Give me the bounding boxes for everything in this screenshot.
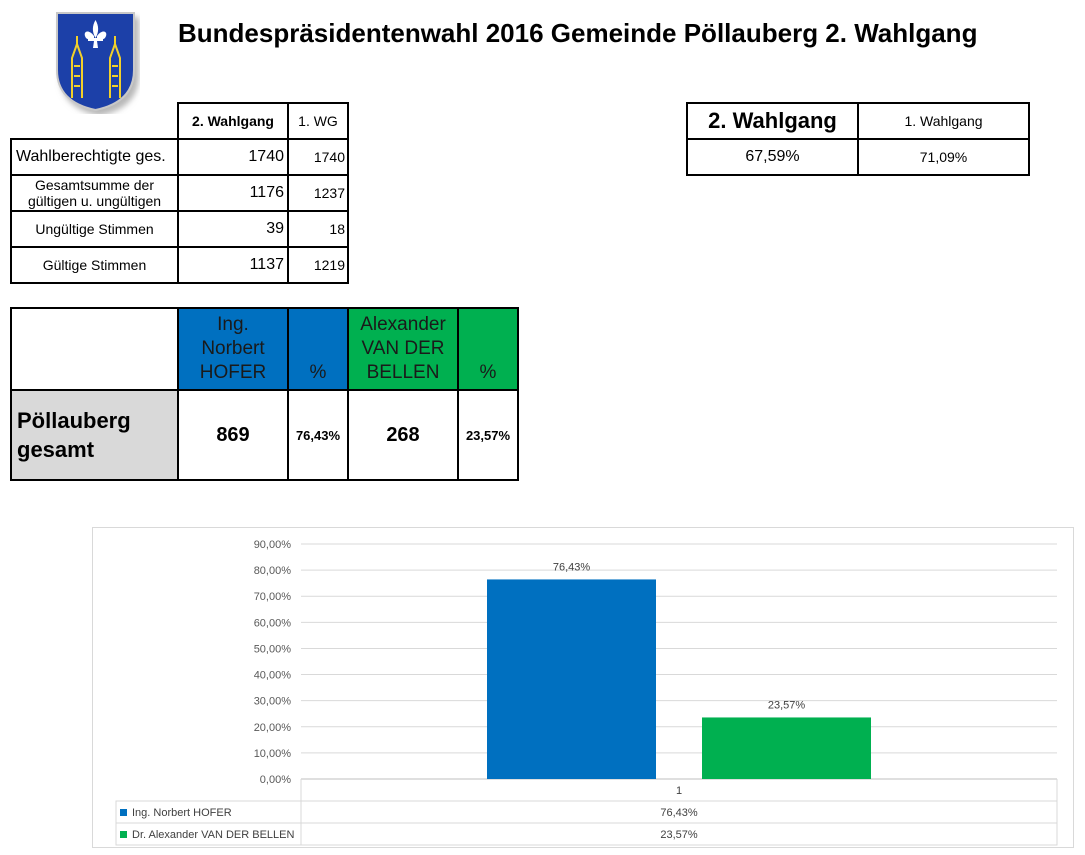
results-bar-chart [92,527,1074,848]
turnout-wg1-header: 1. Wahlgang [858,103,1029,139]
row-label: Ungültige Stimmen [11,211,178,247]
table-row [11,247,348,283]
value-wg2: 1740 [178,139,288,175]
x-category-label: 1 [675,785,683,797]
chart-svg [93,528,1075,849]
table-row [11,175,348,211]
candidate-hofer-header: Ing. Norbert HOFER [178,308,288,390]
row-label: Wahlberechtigte ges. [11,139,178,175]
turnout-wg2-value: 67,59% [687,139,858,175]
y-tick-label: 60,00% [253,617,291,630]
data-label: 76,43% [552,561,591,574]
bar-hofer [487,579,656,779]
votes-hofer: 869 [178,390,288,480]
y-tick-label: 90,00% [253,539,291,551]
y-tick-label: 50,00% [253,643,291,656]
value-wg2: 1137 [178,247,288,283]
table-row [11,211,348,247]
place-label: Pöllauberg gesamt [11,390,178,480]
table-row [11,139,348,175]
value-wg1: 1219 [288,247,348,283]
header-wg2: 2. Wahlgang [178,103,288,139]
pct-header-hofer: % [288,308,348,390]
pct-hofer: 76,43% [288,390,348,480]
y-tick-label: 70,00% [253,591,291,604]
y-tick-label: 40,00% [253,669,291,682]
candidate-vdb-header: Alexander VAN DER BELLEN [348,308,458,390]
value-wg1: 1237 [288,175,348,211]
votes-vdb: 268 [348,390,458,480]
row-label: Gültige Stimmen [11,247,178,283]
stats-table [10,102,349,284]
results-table [10,307,519,481]
municipality-crest-logo [54,10,140,114]
bar-vdb [702,717,871,779]
legend-entry: Ing. Norbert HOFER [132,807,232,819]
legend-entry: Dr. Alexander VAN DER BELLEN [132,829,295,841]
pct-vdb: 23,57% [458,390,518,480]
turnout-wg1-value: 71,09% [858,139,1029,175]
y-tick-label: 10,00% [253,747,291,760]
turnout-wg2-header: 2. Wahlgang [687,103,858,139]
data-label: 23,57% [767,699,806,712]
y-tick-label: 80,00% [253,565,291,578]
legend-swatch [120,831,127,838]
legend-swatch [120,809,127,816]
value-wg1: 1740 [288,139,348,175]
value-wg2: 39 [178,211,288,247]
legend-table-row [116,801,1057,823]
value-wg1: 18 [288,211,348,247]
turnout-table [686,102,1030,176]
y-tick-label: 30,00% [253,695,291,708]
table-value: 23,57% [660,829,698,841]
y-tick-label: 20,00% [253,721,291,734]
value-wg2: 1176 [178,175,288,211]
table-value: 76,43% [660,807,698,819]
header-wg1: 1. WG [288,103,348,139]
row-label: Gesamtsumme der gültigen u. ungültigen [11,175,178,211]
pct-header-vdb: % [458,308,518,390]
page-title: Bundespräsidentenwahl 2016 Gemeinde Pöllauberg 2. Wahlgang [178,18,978,48]
y-tick-label: 0,00% [259,774,291,786]
